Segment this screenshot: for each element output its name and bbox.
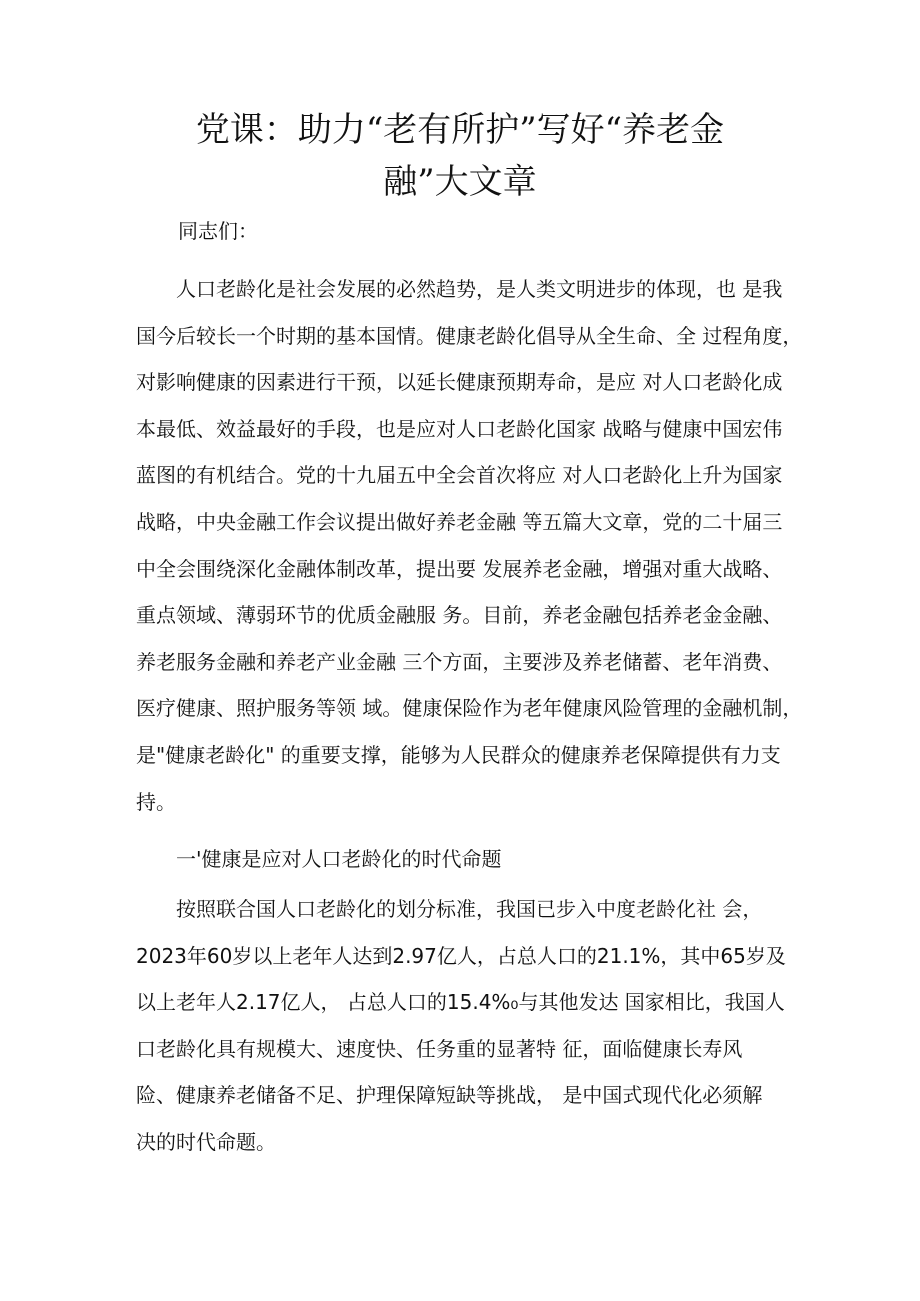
section-heading: 一'健康是应对人口老龄化的时代命题 <box>176 847 502 871</box>
paragraph-2 <box>136 886 786 1166</box>
paragraph-line: 养老服务金融和养老产业金融 三个方面，主要涉及养老储蓄、老年消费、 <box>136 649 783 674</box>
paragraph-line: 以上老年人2.17亿人， 占总人口的15.4%₀与其他发达 国家相比，我国人 <box>136 990 785 1015</box>
title-line-1: 党课：助力“老有所护”写好“养老金 <box>195 110 725 150</box>
paragraph-line: 本最低、效益最好的手段，也是应对人口老龄化国家 战略与健康中国宏伟 <box>136 416 783 441</box>
paragraph-line: 险、健康养老储备不足、护理保障短缺等挑战， 是中国式现代化必须解 <box>136 1083 763 1108</box>
paragraph-line: 重点领域、薄弱环节的优质金融服 务。目前，养老金融包括养老金金融、 <box>136 603 783 628</box>
document-title <box>110 104 810 208</box>
paragraph-line: 人口老龄化是社会发展的必然趋势，是人类文明进步的体现，也 是我 <box>176 277 783 301</box>
paragraph-line: 是"健康老龄化" 的重要支撑，能够为人民群众的健康养老保障提供有力支 <box>136 742 781 767</box>
paragraph-line: 国今后较长一个时期的基本国情。健康老龄化倡导从全生命、全 过程角度， <box>136 323 803 348</box>
paragraph-line: 按照联合国人口老龄化的划分标准，我国已步入中度老龄化社 会， <box>176 897 763 921</box>
paragraph-line: 医疗健康、照护服务等领 域。健康保险作为老年健康风险管理的金融机制， <box>136 696 803 721</box>
paragraph-line: 决的时代命题。 <box>136 1129 276 1154</box>
paragraph-line: 战略，中央金融工作会议提出做好养老金融 等五篇大文章，党的二十届三 <box>136 509 783 534</box>
paragraph-line: 对影响健康的因素进行干预，以延长健康预期寿命，是应 对人口老龄化成 <box>136 370 783 395</box>
paragraph-line: 2023年60岁以上老年人达到2.97亿人，占总人口的21.1%，其中65岁及 <box>136 943 786 968</box>
title-line-2: 融”大文章 <box>383 162 537 202</box>
paragraph-line: 中全会围绕深化金融体制改革，提出要 发展养老金融，增强对重大战略、 <box>136 556 783 581</box>
paragraph-1 <box>136 266 803 825</box>
paragraph-line: 蓝图的有机结合。党的十九届五中全会首次将应 对人口老龄化上升为国家 <box>136 463 783 488</box>
paragraph-line: 持。 <box>136 789 176 814</box>
paragraph-line: 口老龄化具有规模大、速度快、任务重的显著特 征，面临健康长寿风 <box>136 1036 743 1061</box>
salutation: 同志们： <box>178 219 258 243</box>
